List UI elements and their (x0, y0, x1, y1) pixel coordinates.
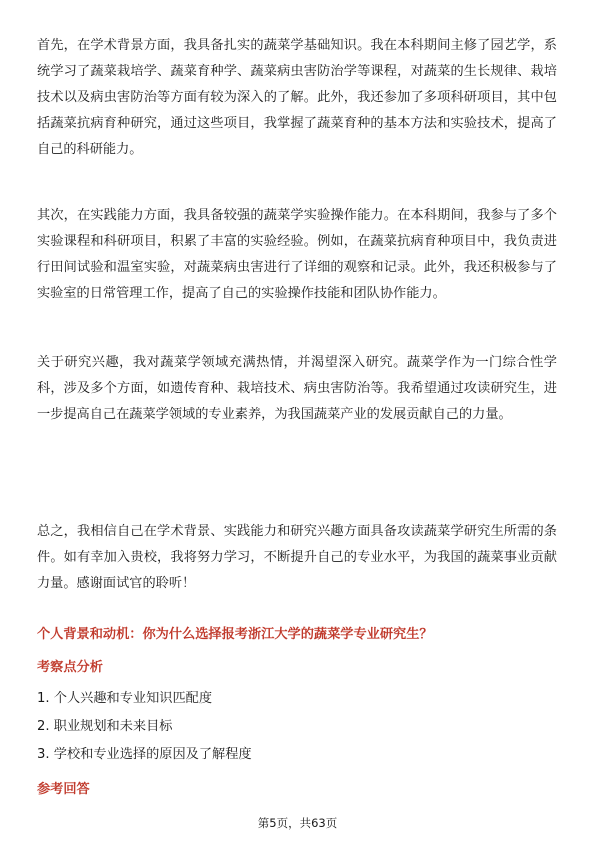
question-title: 个人背景和动机：你为什么选择报考浙江大学的蔬菜学专业研究生？ (37, 627, 433, 642)
list-item: 1. 个人兴趣和专业知识匹配度 (37, 691, 213, 706)
paragraph-research-interest: 关于研究兴趣，我对蔬菜学领域充满热情，并渴望深入研究。蔬菜学作为一门综合性学科，涉及多个方面，如遗传育种、栽培技术、病虫害防治等。我希望通过攻读研究生，进一步提高自己在蔬菜学领域的专业素养，为我国蔬菜产业的发展贡献自己的力量。 (37, 355, 557, 422)
reference-answer-heading: 参考回答 (37, 782, 90, 797)
paragraph-conclusion: 总之，我相信自己在学术背景、实践能力和研究兴趣方面具备攻读蔬菜学研究生所需的条件。如有幸加入贵校，我将努力学习，不断提升自己的专业水平，为我国的蔬菜事业贡献力量。感谢面试官的聆听！ (37, 524, 557, 591)
analysis-heading: 考察点分析 (37, 660, 103, 675)
paragraph-practical-ability: 其次，在实践能力方面，我具备较强的蔬菜学实验操作能力。在本科期间，我参与了多个实验课程和科研项目，积累了丰富的实验经验。例如，在蔬菜抗病育种项目中，我负责进行田间试验和温室实验，对蔬菜病虫害进行了详细的观察和记录。此外，我还积极参与了实验室的日常管理工作，提高了自己的实验操作技能和团队协作能力。 (37, 208, 557, 301)
list-item: 3. 学校和专业选择的原因及了解程度 (37, 747, 252, 762)
page-number: 第5页，共63页 (257, 816, 338, 830)
analysis-point-list (37, 685, 557, 769)
list-item: 2. 职业规划和未来目标 (37, 719, 173, 734)
paragraph-academic-background: 首先，在学术背景方面，我具备扎实的蔬菜学基础知识。我在本科期间主修了园艺学，系统学习了蔬菜栽培学、蔬菜育种学、蔬菜病虫害防治学等课程，对蔬菜的生长规律、栽培技术以及病虫害防治等方面有较为深入的了解。此外，我还参加了多项科研项目，其中包括蔬菜抗病育种研究，通过这些项目，我掌握了蔬菜育种的基本方法和实验技术，提高了自己的科研能力。 (37, 38, 557, 157)
